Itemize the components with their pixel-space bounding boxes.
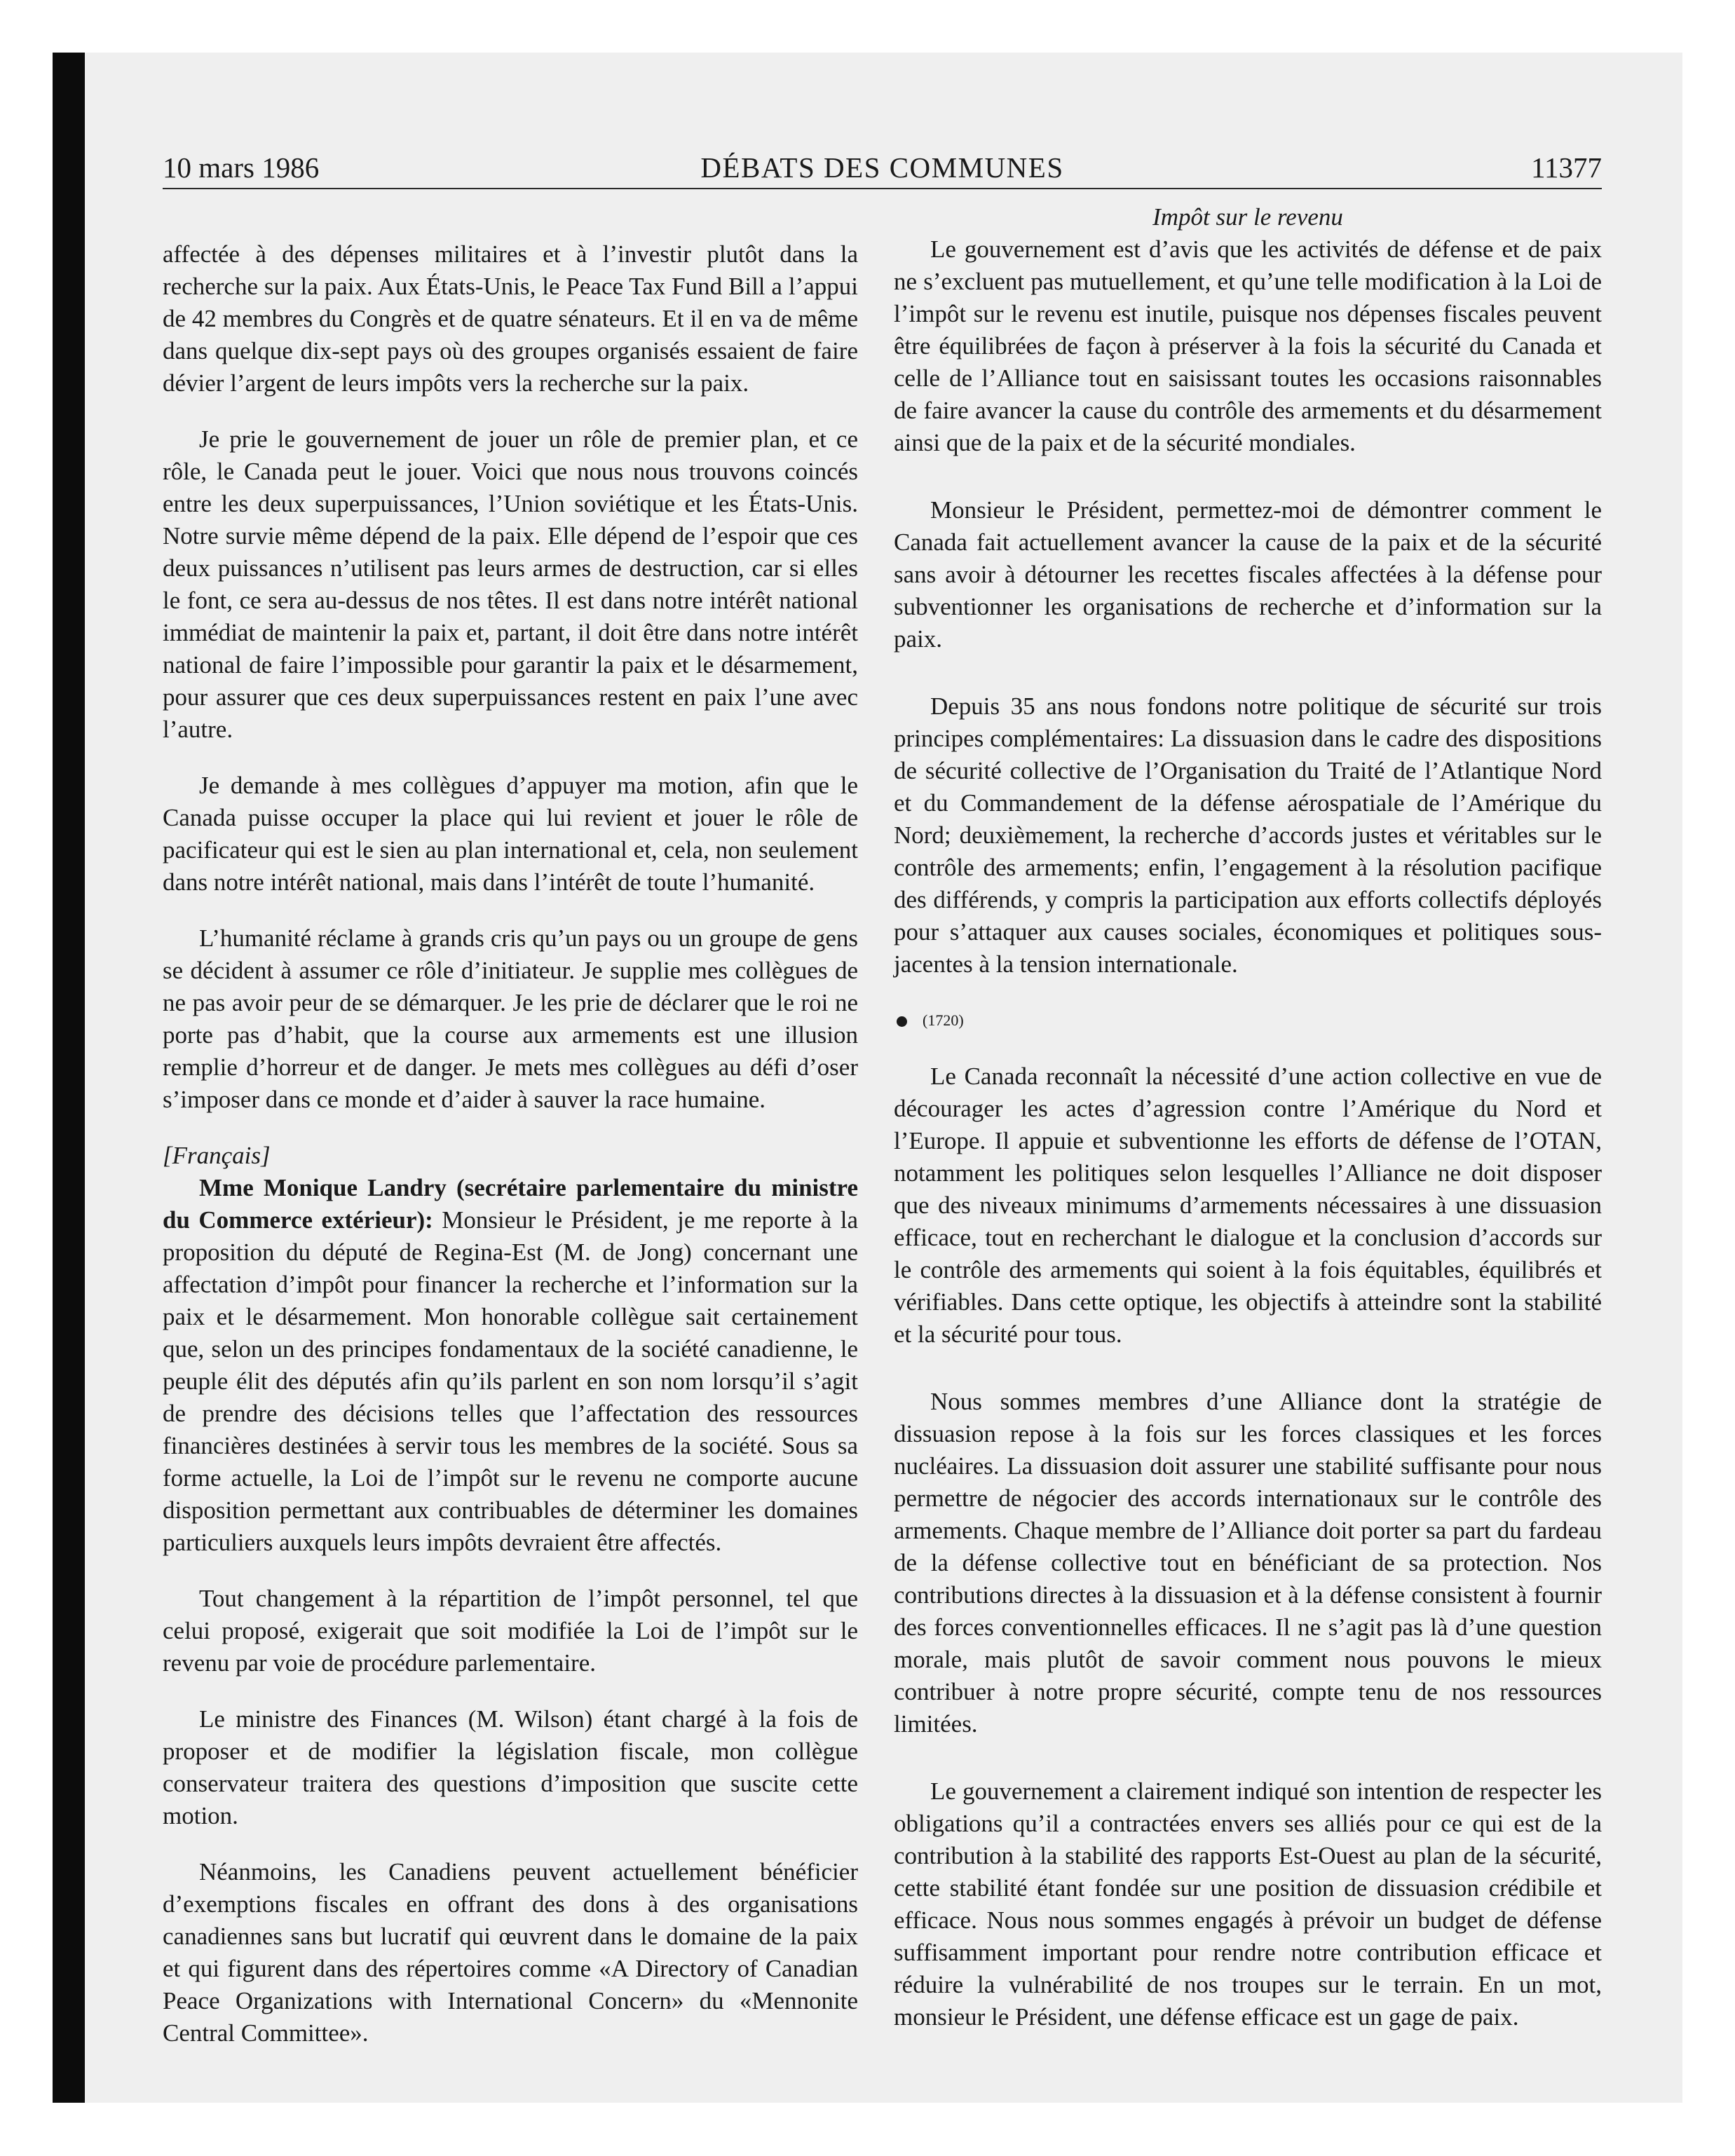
right-column [894,201,1602,2033]
paragraph: Tout changement à la répartition de l’impôt personnel, tel que celui proposé, exigerait que soit modifiée la Loi de l’impôt sur le revenu par voie de procédure parlementaire. [163,1585,858,1677]
speaker-paragraph [163,1172,858,1559]
paragraph: Je demande à mes collègues d’appuyer ma motion, afin que le Canada puisse occuper la place qui lui revient et jouer le rôle de pacificateur qui est le sien au plan international et, cela, non seulement dans notre intérêt national, mais dans l’intérêt de toute l’humanité. [163,772,858,896]
left-column [163,238,858,2049]
paragraph: Le Canada reconnaît la nécessité d’une action collective en vue de décourager les actes d’agression contre l’Amérique du Nord et l’Europe. Il appuie et subventionne les efforts de défense de l’OTAN, notamment les politiques selon lesquelles l’Alliance ne doit disposer que des niveaux minimums d’armements nécessaires à une dissuasion efficace, tout en recherchant le dialogue et la conclusion d’accords sur le contrôle des armements qui soient à la fois équitables, équilibrés et vérifiables. Dans cette optique, les objectifs à atteindre sont la stabilité et la sécurité pour tous. [894,1063,1602,1348]
paragraph: Monsieur le Président, permettez-moi de démontrer comment le Canada fait actuellement avancer la cause de la paix et de la sécurité sans avoir à détourner les recettes fiscales affectées à la défense pour subventionner les organisations de recherche et d’information sur la paix. [894,496,1602,653]
paragraph: affectée à des dépenses militaires et à l’investir plutôt dans la recherche sur la paix. Aux États-Unis, le Peace Tax Fund Bill a l’appui de 42 membres du Congrès et de quatre sénateurs. Et il en va de même dans quelque dix-sept pays où des groupes organisés essaient de faire dévier l’argent de leurs impôts vers la recherche sur la paix. [163,240,858,397]
header-journal-title: DÉBATS DES COMMUNES [700,151,1064,184]
scan-binding-edge [53,53,85,2103]
paragraph: Le gouvernement a clairement indiqué son intention de respecter les obligations qu’il a contractées envers ses alliés pour ce qui est de la contribution à la stabilité des rapports Est-Ouest au plan de la sécurité, cette stabilité étant fondée sur une position de dissuasion crédibile et efficace. Nous nous sommes engagés à prévoir un budget de défense suffisamment important pour rendre notre contribution efficace et réduire la vulnérabilité de nos troupes sur le terrain. En un mot, monsieur le Président, une défense efficace est un gage de paix. [894,1778,1602,2031]
paragraph: Je prie le gouvernement de jouer un rôle de premier plan, et ce rôle, le Canada peut le jouer. Voici que nous nous trouvons coincés entre les deux superpuissances, l’Union soviétique et les États-Unis. Notre survie même dépend de la paix. Elle dépend de l’espoir que ces deux puissances n’utilisent pas leurs armes de destruction, car si elles le font, ce sera au-dessus de nos têtes. Il est dans notre intérêt national immédiat de maintenir la paix et, partant, il doit être dans notre intérêt national de faire l’impossible pour garantir la paix et le désarmement, pour assurer que ces deux superpuissances restent en paix l’une avec l’autre. [163,425,858,743]
header-page-number: 11377 [1531,151,1602,184]
paragraph: Néanmoins, les Canadiens peuvent actuellement bénéficier d’exemptions fiscales en offrant des dons à des organisations canadiennes sans but lucratif qui œuvrent dans le domaine de la paix et qui figurent dans des répertoires comme «A Directory of Canadian Peace Organizations with International Concern» du «Mennonite Central Committee». [163,1858,858,2047]
time-marker-text: (1720) [923,1011,964,1029]
speech-text: Monsieur le Président, je me reporte à la proposition du député de Regina-Est (M. de Jong) concernant une affectation d’impôt pour financer la recherche et l’information sur la paix et le désarmement. Mon honorable collègue sait certainement que, selon un des principes fondamentaux de la société canadienne, le peuple élit des députés afin qu’ils parlent en son nom lorsqu’il s’agit de prendre des décisions telles que l’affectation des ressources financières destinées à servir tous les membres de la société. Sous sa forme actuelle, la Loi de l’impôt sur le revenu ne comporte aucune disposition permettant aux contribuables de déterminer les domaines particuliers auxquels leurs impôts devraient être affectés. [163,1206,858,1556]
paragraph: Nous sommes membres d’une Alliance dont la stratégie de dissuasion repose à la fois sur les forces classiques et les forces nucléaires. La dissuasion doit assurer une stabilité suffisante pour nous permettre de négocier des accords internationaux sur le contrôle des armements. Chaque membre de l’Alliance doit porter sa part du fardeau de la défense collective tout en bénéficiant de sa protection. Nos contributions directes à la dissuasion et à la défense consistent à fournir des forces conventionnelles efficaces. Il ne s’agit pas là d’une question morale, mais plutôt de savoir comment nous pouvons le mieux contribuer à notre propre sécurité, compte tenu de nos ressources limitées. [894,1388,1602,1738]
speaker-name: Mme Monique Landry (secrétaire parlementaire du ministre du Commerce extérieur): [163,1174,858,1234]
time-marker [894,1004,1602,1037]
header-date: 10 mars 1986 [163,151,320,184]
paragraph: L’humanité réclame à grands cris qu’un pays ou un groupe de gens se décident à assumer ce rôle d’initiateur. Je supplie mes collègues de ne pas avoir peur de se démarquer. Je les prie de déclarer que le roi ne porte pas d’habit, que la course aux armements est une illusion remplie d’horreur et de danger. Je mets mes collègues au défi d’oser s’imposer dans ce monde et d’aider à sauver la race humaine. [163,925,858,1113]
paragraph: Depuis 35 ans nous fondons notre politique de sécurité sur trois principes complémentaires: La dissuasion dans le cadre des dispositions de sécurité collective de l’Organisation du Traité de l’Atlantique Nord et du Commandement de la défense aérospatiale de l’Amérique du Nord; deuxièmement, la recherche d’accords justes et véritables sur le contrôle des armements; enfin, l’engagement à la résolution pacifique des différends, y compris la participation aux efforts collectifs déployés pour s’attaquer aux causes sociales, économiques et politiques sous-jacentes à la tension internationale. [894,692,1602,978]
section-title: Impôt sur le revenu [1152,203,1343,231]
paragraph: Le gouvernement est d’avis que les activités de défense et de paix ne s’excluent pas mutuellement, et qu’une telle modification à la Loi de l’impôt sur le revenu est inutile, puisque nos dépenses fiscales peuvent être équilibrées de façon à préserver à la fois la sécurité du Canada et celle de l’Alliance tout en saisissant toutes les occasions raisonnables de faire avancer la cause du contrôle des armements et du désarmement ainsi que de la paix et de la sécurité mondiales. [894,236,1602,456]
paragraph: Le ministre des Finances (M. Wilson) étant chargé à la fois de proposer et de modifier la législation fiscale, mon collègue conservateur traitera des questions d’imposition que suscite cette motion. [163,1705,858,1829]
language-tag: [Français] [163,1142,271,1169]
page-header [163,147,1602,189]
bullet-icon [897,1016,907,1027]
